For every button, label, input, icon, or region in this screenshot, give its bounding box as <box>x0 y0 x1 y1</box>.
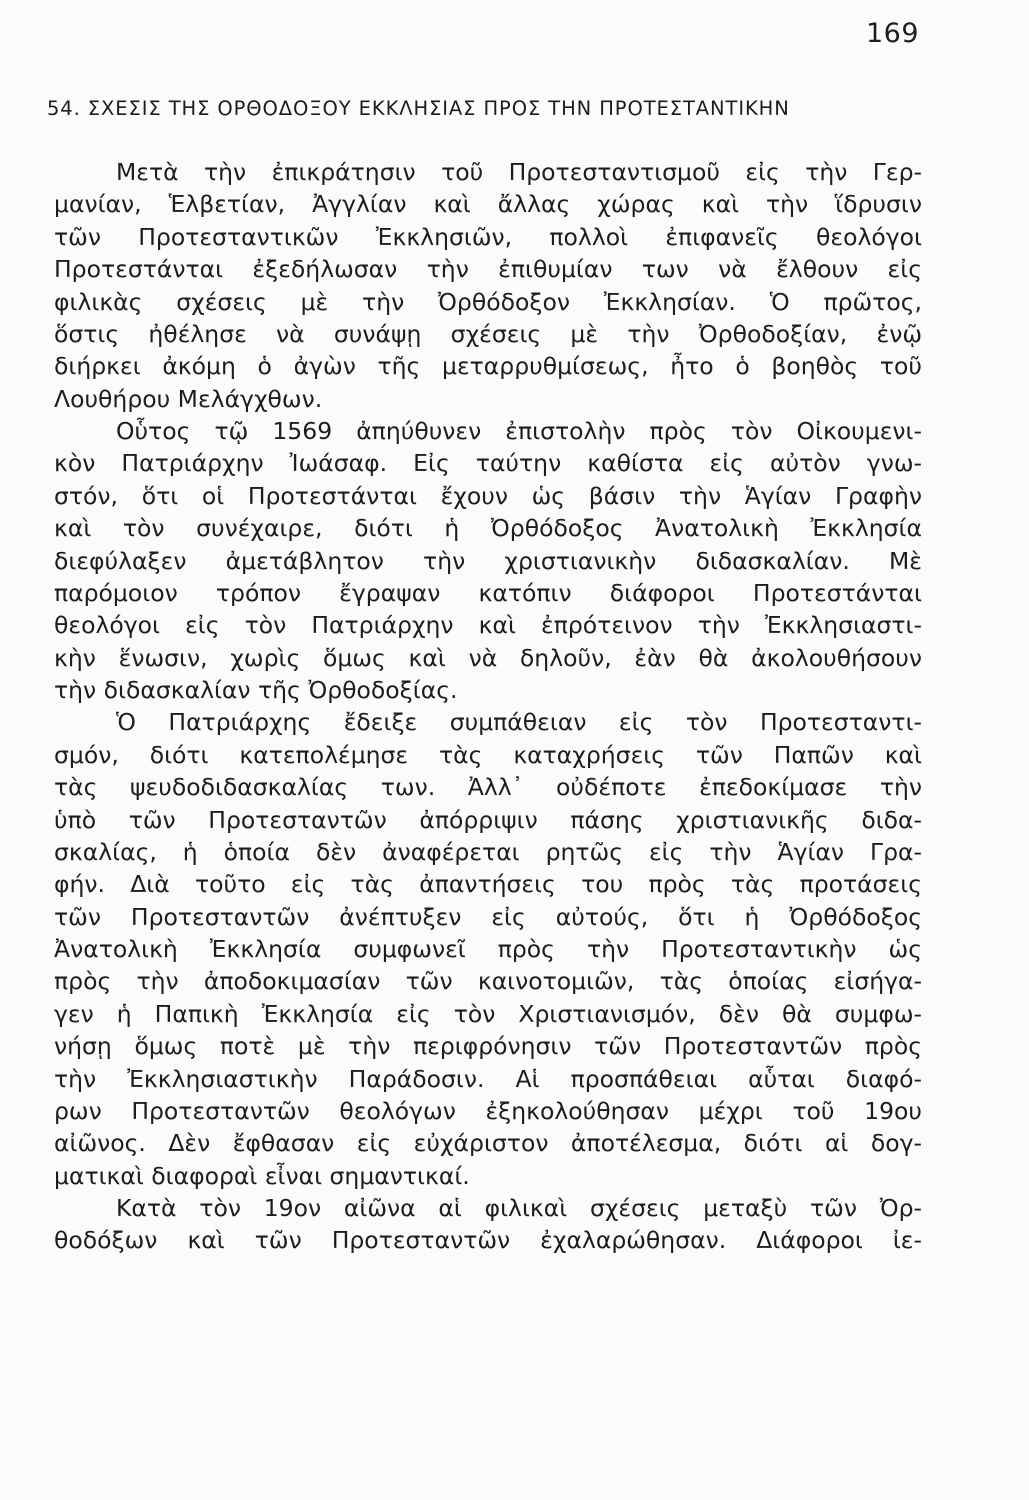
text-line: ὑπὸ τῶν Προτεσταντῶν ἀπόρριψιν πάσης χριστιανικῆς διδα- <box>54 805 922 834</box>
text-line: φιλικὰς σχέσεις μὲ τὴν Ὀρθόδοξον Ἐκκλησίαν. Ὁ πρῶτος, <box>54 287 922 316</box>
text-line: σκαλίας, ἡ ὁποία δὲν ἀναφέρεται ρητῶς εἰς τὴν Ἁγίαν Γρα- <box>54 837 922 866</box>
text-line: παρόμοιον τρόπον ἔγραψαν κατόπιν διάφοροι Προτεστάνται <box>54 578 922 607</box>
text-line: Μετὰ τὴν ἐπικράτησιν τοῦ Προτεσταντισμοῦ εἰς τὴν Γερ- <box>116 158 922 186</box>
text-line: τῶν Προτεσταντικῶν Ἐκκλησιῶν, πολλοὶ ἐπιφανεῖς θεολόγοι <box>54 222 922 251</box>
text-line: θοδόξων καὶ τῶν Προτεσταντῶν ἐχαλαρώθησαν. Διάφοροι ἰε- <box>54 1226 922 1255</box>
text-line: τῶν Προτεσταντῶν ἀνέπτυξεν εἰς αὐτούς, ὅτι ἡ Ὀρθόδοξος <box>54 902 922 931</box>
text-line: ὅστις ἠθέλησε νὰ συνάψῃ σχέσεις μὲ τὴν Ὀρθοδοξίαν, ἐνῷ <box>54 319 922 348</box>
text-line: κὸν Πατριάρχην Ἰωάσαφ. Εἰς ταύτην καθίστα εἰς αὐτὸν γνω- <box>54 449 922 478</box>
text-line: νήσῃ ὅμως ποτὲ μὲ τὴν περιφρόνησιν τῶν Προτεσταντῶν πρὸς <box>54 1032 922 1061</box>
text-line: Λουθήρου Μελάγχθων. <box>54 384 323 413</box>
text-line: αἰῶνος. Δὲν ἔφθασαν εἰς εὐχάριστον ἀποτέλεσμα, διότι αἱ δογ- <box>54 1129 922 1158</box>
text-line: διεφύλαξεν ἀμετάβλητον τὴν χριστιανικὴν διδασκαλίαν. Μὲ <box>54 546 922 575</box>
text-line: στόν, ὅτι οἱ Προτεστάνται ἔχουν ὡς βάσιν τὴν Ἁγίαν Γραφὴν <box>54 481 922 510</box>
text-line: μανίαν, Ἑλβετίαν, Ἀγγλίαν καὶ ἄλλας χώρας καὶ τὴν ἵδρυσιν <box>54 190 922 219</box>
text-line: τὰς ψευδοδιδασκαλίας των. Ἀλλ᾽ οὐδέποτε ἐπεδοκίμασε τὴν <box>54 773 922 802</box>
text-line: Οὗτος τῷ 1569 ἀπηύθυνεν ἐπιστολὴν πρὸς τὸν Οἰκουμενι- <box>116 417 922 445</box>
text-line: ματικαὶ διαφοραὶ εἶναι σημαντικαί. <box>54 1161 470 1190</box>
text-line: τὴν Ἐκκλησιαστικὴν Παράδοσιν. Αἱ προσπάθειαι αὗται διαφό- <box>54 1064 922 1093</box>
text-line: ρων Προτεσταντῶν θεολόγων ἐξηκολούθησαν μέχρι τοῦ 19ου <box>54 1096 922 1125</box>
text-line: διήρκει ἀκόμη ὁ ἀγὼν τῆς μεταρρυθμίσεως, ἦτο ὁ βοηθὸς τοῦ <box>54 352 922 381</box>
text-line: φήν. Διὰ τοῦτο εἰς τὰς ἀπαντήσεις του πρὸς τὰς προτάσεις <box>54 870 922 899</box>
text-line: Ὁ Πατριάρχης ἔδειξε συμπάθειαν εἰς τὸν Προτεσταντι- <box>116 708 922 737</box>
section-heading: 54. ΣΧΕΣΙΣ ΤΗΣ ΟΡΘΟΔΟΞΟΥ ΕΚΚΛΗΣΙΑΣ ΠΡΟΣ ΤΗΝ ΠΡΟΤΕΣΤΑΝΤΙΚΗΝ <box>47 97 790 120</box>
text-line: πρὸς τὴν ἀποδοκιμασίαν τῶν καινοτομιῶν, τὰς ὁποίας εἰσήγα- <box>54 967 922 996</box>
text-line: Προτεστάνται ἐξεδήλωσαν τὴν ἐπιθυμίαν των νὰ ἔλθουν εἰς <box>54 255 922 284</box>
text-line: θεολόγοι εἰς τὸν Πατριάρχην καὶ ἐπρότεινον τὴν Ἐκκλησιαστι- <box>54 611 922 640</box>
body-text <box>54 156 922 1257</box>
text-line: καὶ τὸν συνέχαιρε, διότι ἡ Ὀρθόδοξος Ἀνατολικὴ Ἐκκλησία <box>54 514 922 543</box>
text-line: Κατὰ τὸν 19ον αἰῶνα αἱ φιλικαὶ σχέσεις μεταξὺ τῶν Ὀρ- <box>116 1194 922 1222</box>
text-line: σμόν, διότι κατεπολέμησε τὰς καταχρήσεις τῶν Παπῶν καὶ <box>54 740 922 769</box>
page-number: 169 <box>866 18 920 49</box>
text-line: Ἀνατολικὴ Ἐκκλησία συμφωνεῖ πρὸς τὴν Προτεσταντικὴν ὡς <box>54 935 922 963</box>
text-line: κὴν ἕνωσιν, χωρὶς ὅμως καὶ νὰ δηλοῦν, ἐὰν θὰ ἀκολουθήσουν <box>54 643 922 672</box>
text-line: γεν ἡ Παπικὴ Ἐκκλησία εἰς τὸν Χριστιανισμόν, δὲν θὰ συμφω- <box>54 999 922 1028</box>
text-line: τὴν διδασκαλίαν τῆς Ὀρθοδοξίας. <box>54 676 458 704</box>
